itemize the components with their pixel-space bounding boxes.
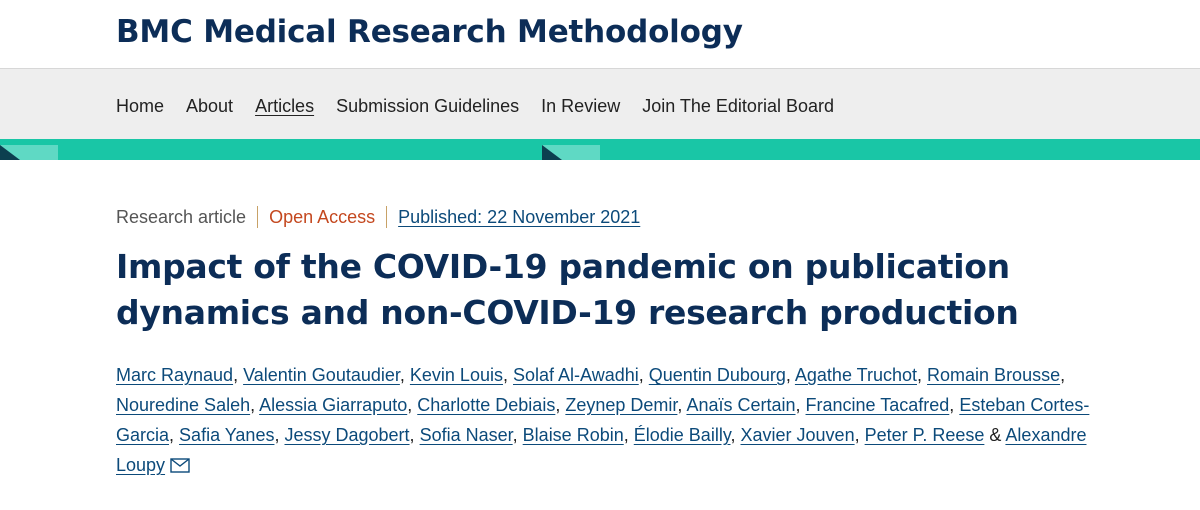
author-link[interactable]: Jessy Dagobert bbox=[284, 425, 410, 445]
author-separator: , bbox=[274, 425, 280, 445]
author-link[interactable]: Peter P. Reese bbox=[864, 425, 985, 445]
author-separator: , bbox=[409, 425, 415, 445]
author-link[interactable]: Blaise Robin bbox=[522, 425, 624, 445]
author-separator: , bbox=[407, 395, 413, 415]
author-link[interactable]: Francine Tacafred bbox=[805, 395, 950, 415]
mail-icon[interactable] bbox=[170, 458, 190, 473]
nav-item-home[interactable]: Home bbox=[116, 96, 165, 116]
author-separator: , bbox=[512, 425, 518, 445]
author-separator: , bbox=[677, 395, 683, 415]
meta-divider bbox=[257, 206, 258, 228]
author-link[interactable]: Charlotte Debiais bbox=[417, 395, 556, 415]
author-link[interactable]: Zeynep Demir bbox=[565, 395, 678, 415]
author-link[interactable]: Esteban Cortes-Garcia bbox=[116, 395, 1090, 445]
article-type: Research article bbox=[116, 206, 247, 227]
nav-item-submission-guidelines[interactable]: Submission Guidelines bbox=[336, 96, 520, 116]
author-link[interactable]: Alexandre Loupy bbox=[116, 425, 1087, 475]
author-link[interactable]: Agathe Truchot bbox=[794, 365, 917, 385]
journal-title[interactable]: BMC Medical Research Methodology bbox=[116, 14, 743, 50]
author-link[interactable]: Marc Raynaud bbox=[116, 365, 234, 385]
author-list bbox=[116, 360, 1116, 480]
band-notch-triangle bbox=[542, 145, 562, 160]
author-separator: , bbox=[169, 425, 175, 445]
author-separator: , bbox=[399, 365, 405, 385]
author-separator: , bbox=[623, 425, 629, 445]
author-separator: , bbox=[502, 365, 508, 385]
meta-divider bbox=[386, 206, 387, 228]
author-separator: , bbox=[785, 365, 791, 385]
article-meta bbox=[116, 206, 640, 228]
published-date-link[interactable]: Published: 22 November 2021 bbox=[398, 206, 641, 227]
author-separator: , bbox=[555, 395, 561, 415]
author-last-join: & bbox=[989, 425, 1002, 445]
author-separator: , bbox=[233, 365, 239, 385]
band-notch-graphic bbox=[0, 145, 58, 160]
author-link[interactable]: Anaïs Certain bbox=[686, 395, 796, 415]
author-link[interactable]: Kevin Louis bbox=[409, 365, 503, 385]
nav-list bbox=[116, 96, 856, 117]
nav-item-about[interactable]: About bbox=[186, 96, 234, 116]
author-separator: , bbox=[250, 395, 256, 415]
author-separator: , bbox=[795, 395, 801, 415]
decorative-band bbox=[0, 139, 1200, 160]
author-link[interactable]: Solaf Al-Awadhi bbox=[513, 365, 639, 385]
author-separator: , bbox=[854, 425, 860, 445]
author-link[interactable]: Élodie Bailly bbox=[633, 425, 731, 445]
author-link[interactable]: Sofia Naser bbox=[419, 425, 513, 445]
nav-item-articles[interactable]: Articles bbox=[255, 96, 315, 116]
masthead bbox=[0, 0, 1200, 68]
author-link[interactable]: Xavier Jouven bbox=[740, 425, 855, 445]
band-notch-triangle bbox=[0, 145, 20, 160]
author-link[interactable]: Valentin Goutaudier bbox=[243, 365, 400, 385]
author-link[interactable]: Nouredine Saleh bbox=[116, 395, 251, 415]
main-navigation bbox=[0, 68, 1200, 139]
author-separator: , bbox=[917, 365, 923, 385]
author-link[interactable]: Quentin Dubourg bbox=[648, 365, 786, 385]
author-link[interactable]: Safia Yanes bbox=[179, 425, 275, 445]
article-title: Impact of the COVID-19 pandemic on publication dynamics and non-COVID-19 research production bbox=[116, 247, 1019, 332]
author-separator: , bbox=[949, 395, 955, 415]
nav-item-in-review[interactable]: In Review bbox=[541, 96, 621, 116]
author-separator: , bbox=[730, 425, 736, 445]
author-separator: , bbox=[1060, 365, 1066, 385]
band-notch-graphic bbox=[542, 145, 600, 160]
author-link[interactable]: Romain Brousse bbox=[927, 365, 1061, 385]
open-access-badge: Open Access bbox=[269, 206, 376, 227]
author-separator: , bbox=[638, 365, 644, 385]
author-link[interactable]: Alessia Giarraputo bbox=[259, 395, 408, 415]
nav-item-join-editorial-board[interactable]: Join The Editorial Board bbox=[642, 96, 834, 116]
